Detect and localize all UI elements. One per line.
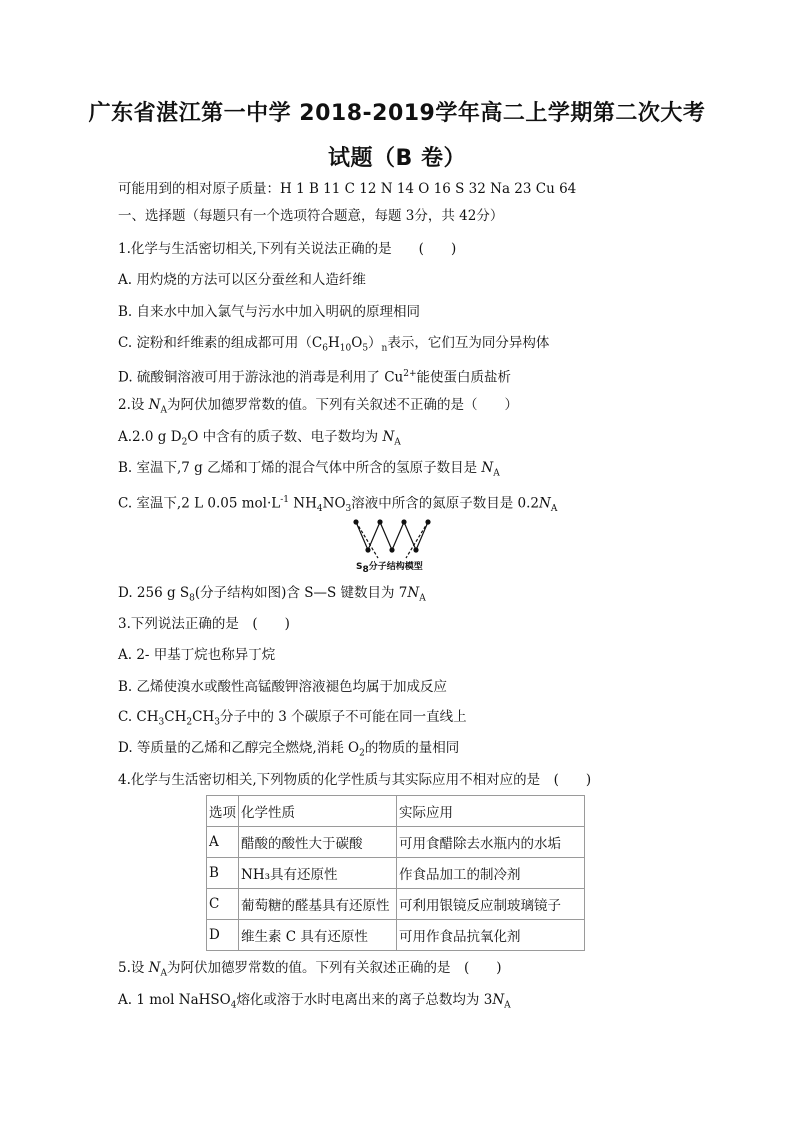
q4-stem: 4.化学与生活密切相关,下列物质的化学性质与其实际应用不相对应的是 ( ) xyxy=(118,772,592,788)
table-header-cell: 实际应用 xyxy=(397,796,585,827)
q2-option-d: D. 256 g $S_8$(分子结构如图)含 S—S 键数目为 $7N_A$ xyxy=(118,585,426,604)
table-cell: NH₃具有还原性 xyxy=(239,858,397,889)
q1-stem: 1.化学与生活密切相关,下列有关说法正确的是 ( ) xyxy=(118,241,457,257)
section-heading: 一、选择题（每题只有一个选项符合题意，每题 3分，共 42分） xyxy=(118,208,504,224)
table-cell: 维生素 C 具有还原性 xyxy=(239,920,397,951)
q2-option-b: B. 室温下,7 g 乙烯和丁烯的混合气体中所含的氢原子数目是 $N_A$ xyxy=(118,460,500,479)
q3-option-b: B. 乙烯使溴水或酸性高锰酸钾溶液褪色均属于加成反应 xyxy=(118,679,448,695)
table-cell: A xyxy=(207,827,239,858)
q1-option-d: D. 硫酸铜溶液可用于游泳池的消毒是利用了 $Cu^{2+}$能使蛋白质盐析 xyxy=(118,369,512,386)
table-row xyxy=(207,889,585,920)
table-row xyxy=(207,920,585,951)
table-cell: 可用作食品抗氧化剂 xyxy=(397,920,585,951)
table-cell: D xyxy=(207,920,239,951)
q4-table xyxy=(206,795,585,951)
table-cell: 可用食醋除去水瓶内的水垢 xyxy=(397,827,585,858)
q2-stem: 2.设 $N_A$为阿伏加德罗常数的值。下列有关叙述不正确的是（ ） xyxy=(118,397,518,416)
table-header-cell: 选项 xyxy=(207,796,239,827)
q1-option-a: A. 用灼烧的方法可以区分蚕丝和人造纤维 xyxy=(118,272,366,288)
q1-option-b: B. 自来水中加入氯气与污水中加入明矾的原理相同 xyxy=(118,304,421,320)
table-cell: 可利用银镜反应制玻璃镜子 xyxy=(397,889,585,920)
table-row xyxy=(207,827,585,858)
table-cell: B xyxy=(207,858,239,889)
table-cell: 作食品加工的制冷剂 xyxy=(397,858,585,889)
title-line-2: 试题（B 卷） xyxy=(328,146,466,171)
q5-stem: 5.设 $N_A$为阿伏加德罗常数的值。下列有关叙述正确的是 ( ) xyxy=(118,960,502,979)
table-header-cell: 化学性质 xyxy=(239,796,397,827)
table-cell: 醋酸的酸性大于碳酸 xyxy=(239,827,397,858)
atomic-masses: 可能用到的相对原子质量：H 1 B 11 C 12 N 14 O 16 S 32 Na 23 Cu 64 xyxy=(118,181,577,197)
q2-option-c: C. 室温下,2 L 0.05 $mol\cdot L^{-1}$ $NH_4NO_3$溶液中所含的氮原子数目是 $0.2N_A$ xyxy=(118,495,558,515)
table-row xyxy=(207,858,585,889)
table-header-row xyxy=(207,796,585,827)
q2-option-a: A.2.0 g $D_2O$ 中含有的质子数、电子数均为 $N_A$ xyxy=(118,429,401,448)
q5-option-a: A. 1 mol NaHSO$_4$熔化或溶于水时电离出来的离子总数均为 $3N_A$ xyxy=(118,992,511,1011)
s8-figure-caption: $S_8$分子结构模型 xyxy=(356,562,423,575)
q3-option-d: D. 等质量的乙烯和乙醇完全燃烧,消耗 $O_2$的物质的量相同 xyxy=(118,740,460,759)
q3-stem: 3.下列说法正确的是 ( ) xyxy=(118,616,290,632)
q3-option-a: A. 2- 甲基丁烷也称异丁烷 xyxy=(118,647,276,663)
table-cell: 葡萄糖的醛基具有还原性 xyxy=(239,889,397,920)
title-line-1: 广东省湛江第一中学 2018-2019学年高二上学期第二次大考 xyxy=(88,101,706,126)
table-cell: C xyxy=(207,889,239,920)
q1-option-c: C. 淀粉和纤维素的组成都可用$(C_6H_{10}O_5)_n$表示，它们互为同分异构体 xyxy=(118,335,550,354)
q3-option-c: C. $CH_3CH_2CH_3$分子中的 3 个碳原子不可能在同一直线上 xyxy=(118,709,467,728)
